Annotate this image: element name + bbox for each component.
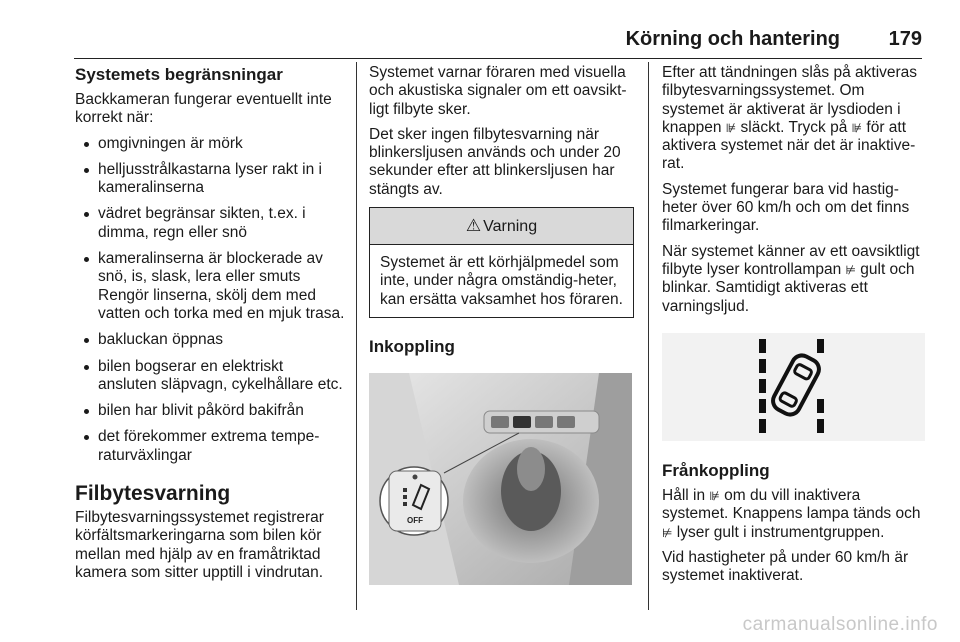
lane-departure-icon	[662, 333, 925, 441]
activation-heading: Inkoppling	[369, 336, 455, 356]
column-divider	[648, 62, 649, 610]
column-1	[75, 64, 345, 589]
limitations-intro: Backkameran fungerar eventuellt inte korrekt när:	[75, 91, 332, 127]
limitations-list	[75, 135, 345, 465]
deactivation-description: Håll in ⊯ om du vill inaktivera systemet. Knappens lampa tänds och ⊭ lyser gult i instrumentgruppen.	[662, 487, 921, 541]
page-number: 179	[888, 28, 922, 50]
lane-departure-intro: Filbytesvarningssystemet registrerar körfältsmarkeringarna som bilen kör mellan med hjälp av en framåtriktad kamera som sitter upptill i vindrutan.	[75, 509, 324, 581]
list-item: helljusstrålkastarna lyser rakt in i kameralinserna	[75, 161, 345, 198]
column-2	[369, 64, 634, 590]
lane-button-icon: ⊯	[851, 120, 863, 135]
watermark: carmanualsonline.info	[742, 614, 938, 635]
list-item: bakluckan öppnas	[75, 331, 345, 349]
warning-box-title	[370, 208, 633, 245]
list-item: kameralinserna är blockerade av snö, is, slask, lera eller smuts Rengör linserna, skölj dem med vatten och torka med en mjuk trasa.	[75, 250, 345, 323]
console-photo	[369, 373, 632, 585]
list-item: omgivningen är mörk	[75, 135, 345, 153]
indicator-text: Det sker ingen filbytesvarning när blinkersljusen används och under 20 sekunder efter att blinkersljusen har stängts av.	[369, 125, 621, 198]
low-speed-text: Vid hastigheter på under 60 km/h är systemet inaktiverat.	[662, 549, 909, 585]
list-item: bilen bogserar en elektriskt ansluten släpvagn, cykelhållare etc.	[75, 358, 345, 395]
lane-button-icon: ⊯	[725, 120, 737, 135]
warning-box-text: Systemet är ett körhjälpmedel som inte, under några omständig-heter, kan ersätta vaksamhet hos föraren.	[380, 254, 623, 308]
section-title: Körning och hantering	[625, 28, 840, 50]
column-divider	[356, 62, 357, 610]
speed-condition-text: Systemet fungerar bara vid hastig-heter över 60 km/h och om det finns filmarkeringar.	[662, 180, 910, 235]
lamp-description: När systemet känner av ett oavsiktligt filbyte lyser kontrollampan ⊭ gult och blinkar. Samtidigt aktiveras ett varningsljud.	[662, 242, 920, 315]
page-header	[74, 26, 922, 59]
warning-icon: ⚠	[465, 216, 482, 236]
warning-box	[369, 207, 634, 318]
off-label: OFF	[407, 515, 423, 525]
lane-departure-heading: Filbytesvarning	[75, 482, 231, 506]
lane-button-icon: ⊯	[709, 489, 720, 504]
lane-lamp-icon: ⊭	[662, 525, 673, 540]
warning-title-text: Varning	[483, 218, 538, 236]
column-3	[662, 64, 930, 593]
list-item: bilen har blivit påkörd bakifrån	[75, 402, 345, 420]
deactivation-heading: Frånkoppling	[662, 461, 770, 481]
warning-signals-text: Systemet varnar föraren med visuella och akustiska signaler om ett oavsikt-ligt filbyte sker.	[369, 64, 627, 118]
list-item: det förekommer extrema tempe-raturväxlingar	[75, 428, 345, 465]
limitations-heading: Systemets begränsningar	[75, 65, 283, 84]
activation-description: Efter att tändningen slås på aktiveras filbytesvarningssystemet. Om systemet är aktiverat är lysdioden i knappen ⊯ släckt. Tryck på ⊯ för att aktivera systemet när det är inaktive-rat.	[662, 64, 918, 173]
lane-lamp-icon: ⊭	[845, 262, 856, 277]
list-item: vädret begränsar sikten, t.ex. i dimma, regn eller snö	[75, 205, 345, 242]
